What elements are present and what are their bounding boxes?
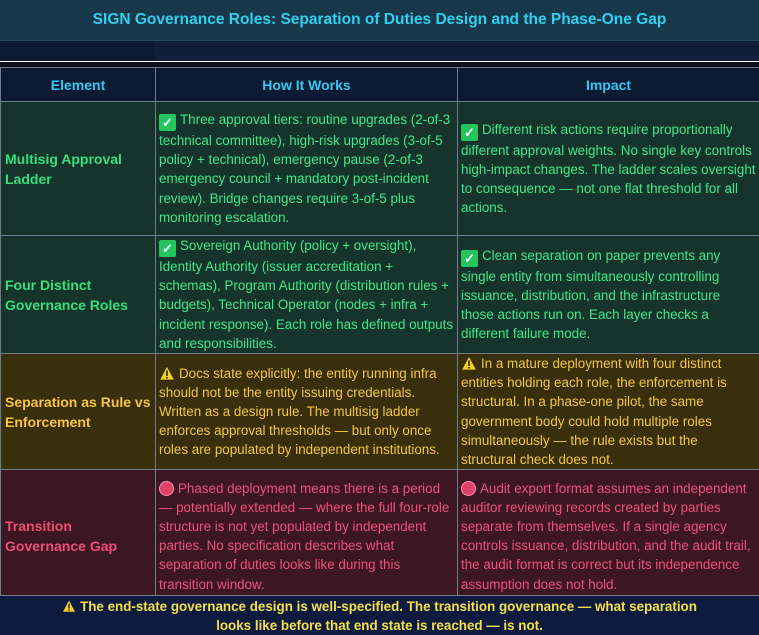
table-row (1, 102, 759, 236)
footer-line-2: looks like before that end state is reached — is not. (216, 618, 543, 633)
table-header-row (1, 68, 759, 102)
row-how (156, 354, 458, 470)
header-element: Element (1, 68, 156, 102)
warning-icon (62, 599, 76, 613)
row-how-text: Sovereign Authority (policy + oversight), Identity Authority (issuer accreditation + schemas), Program Authority (distribution rules + budgets), Technical Operator (nodes + infra + incident response). Each role has defined outputs and responsibilities. (159, 238, 454, 351)
row-element: Multisig Approval Ladder (1, 102, 156, 236)
row-impact-text: In a mature deployment with four distinct entities holding each role, the enforcement is structural. In a phase-one pilot, the same government body could hold multiple roles simultaneously — the rule exists but the structural check does not. (461, 356, 727, 468)
row-impact (458, 470, 759, 603)
row-element: Separation as Rule vs Enforcement (1, 354, 156, 470)
row-element: Four Distinct Governance Roles (1, 236, 156, 354)
warning-icon (159, 365, 175, 381)
row-impact-text: Clean separation on paper prevents any single entity from simultaneously controlling issuance, distribution, and the infrastructure those actions run on. Each layer checks a different failure mode. (461, 247, 721, 342)
row-impact (458, 102, 759, 236)
check-icon: ✓ (159, 114, 176, 131)
spacer-left (0, 41, 156, 61)
red-circle-icon (461, 481, 476, 496)
row-how-text: Phased deployment means there is a period — potentially extended — where the full four-role structure is not yet populated by independent parties. No specification describes what separation of duties looks like during this transition window. (159, 480, 450, 592)
row-impact (458, 354, 759, 470)
check-icon: ✓ (461, 250, 478, 267)
table-row (1, 236, 759, 354)
table-row (1, 470, 759, 603)
check-icon: ✓ (461, 124, 478, 141)
divider (0, 61, 759, 62)
row-element: Transition Governance Gap (1, 470, 156, 603)
spacer-bar (0, 41, 759, 61)
row-how-text: Docs state explicitly: the entity running infra should not be the entity issuing credentials. Written as a design rule. The multisig ladder enforces approval thresholds — but only once roles are populated by independent institutions. (159, 365, 440, 458)
row-how-text: Three approval tiers: routine upgrades (2-of-3 technical committee), high-risk upgrades (3-of-5 policy + technical), emergency pause (2-of-3 emergency council + mandatory post-incident review). Bridge changes require 3-of-5 plus monitoring escalation. (159, 111, 451, 225)
row-impact-text: Audit export format assumes an independent auditor reviewing records created by parties separate from themselves. If a single agency controls issuance, distribution, and the audit trail, the audit format is correct but its independence assumption does not hold. (461, 480, 751, 592)
row-impact-text: Different risk actions require proportionally different approval weights. No single key controls high-impact changes. The ladder scales oversight to consequence — not one flat threshold for all actions. (461, 121, 756, 216)
row-how (156, 102, 458, 236)
page-title: SIGN Governance Roles: Separation of Duties Design and the Phase-One Gap (0, 0, 759, 41)
red-circle-icon (159, 481, 174, 496)
governance-table (0, 67, 759, 603)
check-icon: ✓ (159, 240, 176, 257)
spacer-right (155, 41, 759, 61)
footer-line-1: The end-state governance design is well-specified. The transition governance — what separation (80, 599, 697, 614)
footer-note (0, 595, 759, 635)
table-row (1, 354, 759, 470)
row-how (156, 470, 458, 603)
row-impact (458, 236, 759, 354)
warning-icon (461, 355, 477, 371)
header-impact: Impact (458, 68, 759, 102)
row-how (156, 236, 458, 354)
header-how-it-works: How It Works (156, 68, 458, 102)
